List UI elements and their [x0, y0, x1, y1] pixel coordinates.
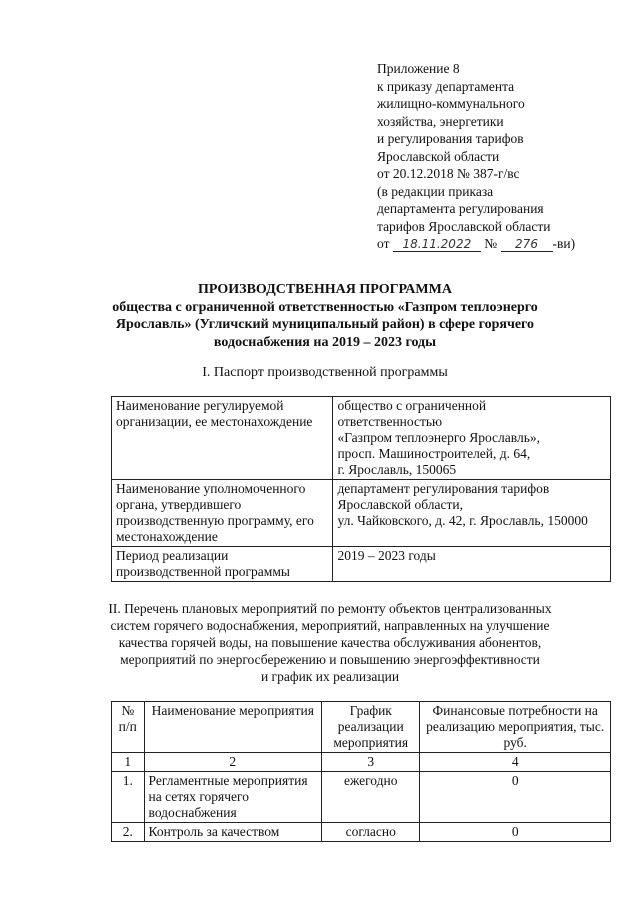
header-line: к приказу департамента: [377, 78, 515, 94]
row-num: 1.: [112, 772, 145, 823]
column-number: 3: [322, 753, 420, 772]
passport-value: [333, 397, 611, 480]
section2-title-line: II. Перечень плановых мероприятий по ремонту объектов централизованных: [108, 601, 552, 616]
title-line: ПРОИЗВОДСТВЕННАЯ ПРОГРАММА: [198, 282, 452, 297]
table-row: [112, 823, 611, 842]
row-finance: 0: [420, 772, 611, 823]
row-num: 2.: [112, 823, 145, 842]
table-row: [112, 397, 611, 480]
title-line: Ярославль» (Угличский муниципальный район) в сфере горячего: [115, 317, 535, 332]
revision-suffix: -ви): [552, 236, 576, 251]
section2-title-line: качества горячей воды, на повышение качества обслуживания абонентов,: [118, 635, 542, 650]
value-line: «Газпром теплоэнерго Ярославль»,: [337, 430, 540, 445]
section1-title: I. Паспорт производственной программы: [202, 365, 448, 380]
column-number: 1: [112, 753, 145, 772]
handwritten-date: 18.11.2022: [393, 237, 481, 252]
row-name: Регламентные мероприятия на сетях горячего водоснабжения: [144, 772, 322, 823]
title-line: водоснабжения на 2019 – 2023 годы: [213, 334, 437, 350]
header-line: и регулирования тарифов: [377, 131, 524, 146]
measures-table: [111, 701, 611, 842]
table-row: [112, 772, 611, 823]
passport-value: [333, 480, 611, 547]
document-title: [90, 281, 560, 351]
section2-title-line: систем горячего водоснабжения, мероприятий, направленных на улучшение: [110, 618, 550, 633]
value-line: ул. Чайковского, д. 42, г. Ярославль, 150000: [337, 513, 588, 528]
section2-title: [100, 600, 560, 685]
header-name: Наименование мероприятия: [144, 702, 322, 753]
row-schedule: ежегодно: [322, 772, 420, 823]
row-name: Контроль за качеством: [144, 823, 322, 842]
passport-table: [111, 396, 611, 582]
value-line: 2019 – 2023 годы: [337, 548, 436, 563]
table-row: [112, 547, 611, 582]
header-line: Приложение 8: [377, 61, 460, 76]
passport-label: Наименование регулируемой организации, ее местонахождение: [112, 397, 333, 480]
revision-prefix: от: [377, 236, 390, 251]
section2-title-line: и график их реализации: [260, 669, 400, 684]
header-schedule: График реализации мероприятия: [322, 702, 420, 753]
handwritten-number: 276: [501, 237, 553, 252]
column-number: 2: [144, 753, 322, 772]
value-line: общество с ограниченной: [337, 398, 487, 413]
header-row: [112, 702, 611, 753]
row-finance: 0: [420, 823, 611, 842]
passport-value: [333, 547, 611, 582]
row-schedule: согласно: [322, 823, 420, 842]
value-line: департамент регулирования тарифов: [337, 481, 550, 496]
header-line: Ярославской области: [377, 148, 500, 164]
header-num: № п/п: [112, 702, 145, 753]
header-line: (в редакции приказа: [377, 183, 494, 199]
header-finance: Финансовые потребности на реализацию мероприятия, тыс. руб.: [420, 702, 611, 753]
header-line: тарифов Ярославской области: [377, 218, 551, 234]
appendix-header: [377, 60, 627, 253]
passport-label: Период реализации производственной программы: [112, 547, 333, 582]
header-line: от 20.12.2018 № 387-г/вс: [377, 166, 520, 181]
passport-label: Наименование уполномоченного органа, утвердившего производственную программу, его местонахождение: [112, 480, 333, 547]
column-number-row: [112, 753, 611, 772]
value-line: ответственностью: [337, 414, 443, 429]
column-number: 4: [420, 753, 611, 772]
header-line: жилищно-коммунального: [377, 96, 525, 111]
title-line: общества с ограниченной ответственностью «Газпром теплоэнерго: [112, 299, 538, 315]
header-line: департамента регулирования: [377, 201, 544, 216]
table-row: [112, 480, 611, 547]
section2-title-line: мероприятий по энергосбережению и повышению энергоэффективности: [120, 652, 540, 667]
value-line: Ярославской области,: [337, 497, 464, 512]
number-sign: №: [484, 236, 498, 251]
value-line: г. Ярославль, 150065: [337, 462, 457, 477]
value-line: просп. Машиностроителей, д. 64,: [337, 446, 531, 461]
header-revision-line: [377, 235, 627, 253]
header-line: хозяйства, энергетики: [377, 113, 504, 129]
